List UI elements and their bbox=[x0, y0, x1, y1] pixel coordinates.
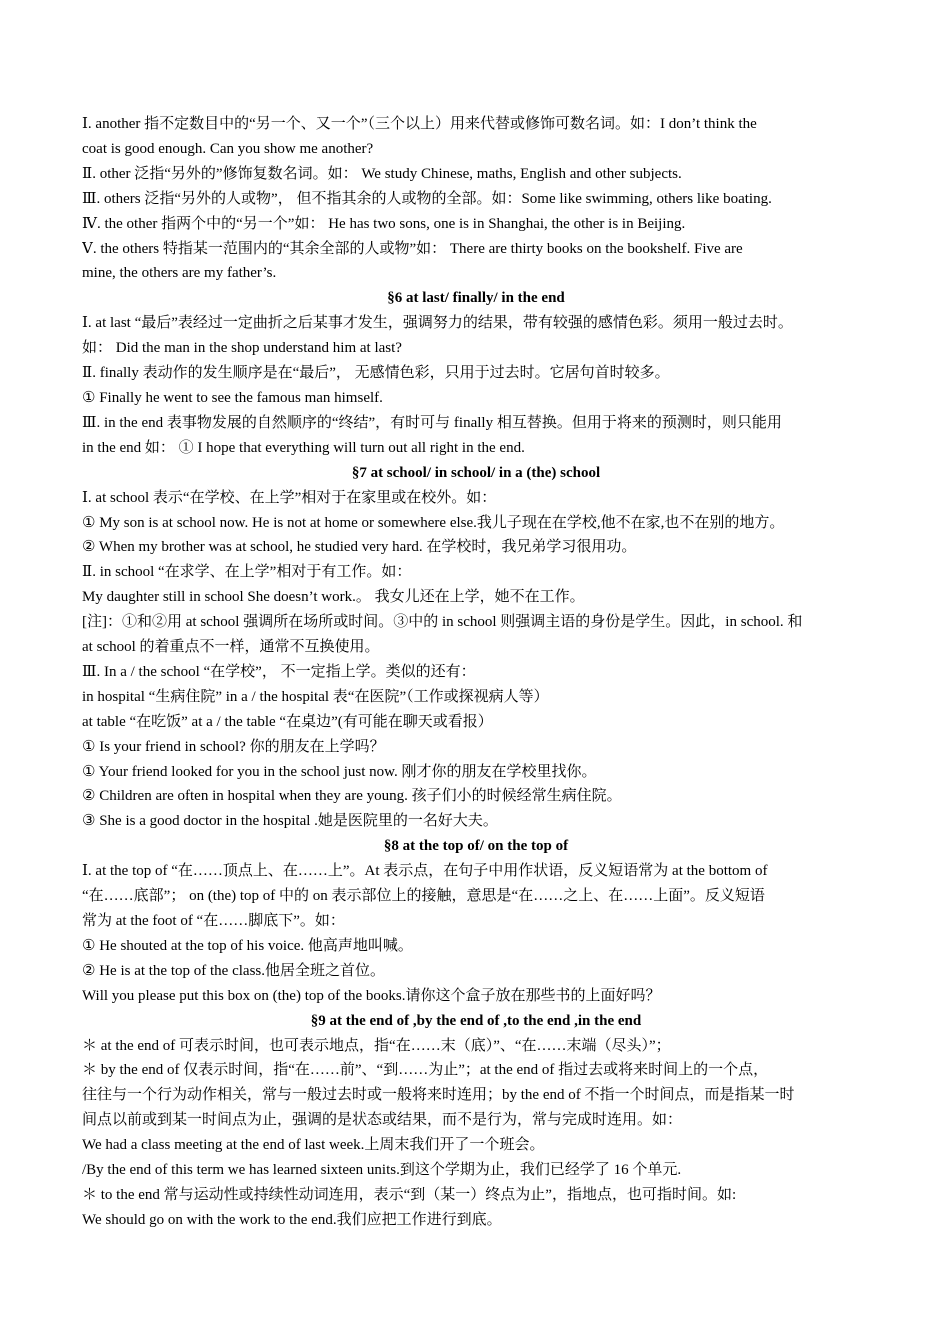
line-35: Will you please put this box on (the) top of the books.请你这个盒子放在那些书的上面好吗？ bbox=[82, 987, 661, 1004]
line-40: 间点以前或到某一时间点为止，强调的是状态或结果，而不是行为，常与完成时连用。如： bbox=[82, 1112, 683, 1129]
line-19: My daughter still in school She doesn’t work.。 我女儿还在上学，她不在工作。 bbox=[82, 589, 585, 606]
line-28: ③ She is a good doctor in the hospital .她是医院里的一名好大夫。 bbox=[82, 813, 498, 830]
line-37: ＊ at the end of 可表示时间，也可表示地点，指“在……末（底）”、“在……末端（尽头）”； bbox=[82, 1037, 671, 1054]
section-heading-6: §6 at last/ finally/ in the end bbox=[387, 290, 565, 307]
line-20: [注]：①和②用 at school 强调所在场所或时间。③中的 in school 则强调主语的身份是学生。因此，in school. 和 bbox=[82, 614, 803, 631]
line-9: 如： Did the man in the shop understand him at last? bbox=[82, 340, 402, 357]
line-15: Ⅰ. at school 表示“在学校、在上学”相对于在家里或在校外。如： bbox=[82, 489, 497, 506]
line-21: at school 的着重点不一样，通常不互换使用。 bbox=[82, 639, 380, 656]
line-8: Ⅰ. at last “最后”表经过一定曲折之后某事才发生，强调努力的结果，带有较强的感情色彩。须用一般过去时。 bbox=[82, 315, 793, 332]
line-26: ① Your friend looked for you in the school just now. 刚才你的朋友在学校里找你。 bbox=[82, 763, 597, 780]
line-22: Ⅲ. In a / the school “在学校”， 不一定指上学。类似的还有： bbox=[82, 663, 476, 680]
line-6: mine, the others are my father’s. bbox=[82, 265, 277, 282]
line-16: ① My son is at school now. He is not at home or somewhere else.我儿子现在在学校,他不在家,也不在别的地方。 bbox=[82, 514, 785, 531]
section-heading-9: §9 at the end of ,by the end of ,to the end ,in the end bbox=[310, 1012, 642, 1029]
line-10: Ⅱ. finally 表动作的发生顺序是在“最后”， 无感情色彩，只用于过去时。它居句首时较多。 bbox=[82, 365, 670, 382]
line-30: Ⅰ. at the top of “在……顶点上、在……上”。At 表示点，在句子中用作状语，反义短语常为 at the bottom of bbox=[82, 863, 768, 880]
line-27: ② Children are often in hospital when they are young. 孩子们小的时候经常生病住院。 bbox=[82, 788, 622, 805]
line-43: ＊ to the end 常与运动性或持续性动词连用，表示“到（某一）终点为止”，指地点，也可指时间。如: bbox=[82, 1186, 737, 1203]
line-33: ① He shouted at the top of his voice. 他高声地叫喊。 bbox=[82, 937, 413, 954]
line-42: /By the end of this term we has learned sixteen units.到这个学期为止，我们已经学了 16 个单元. bbox=[82, 1162, 682, 1179]
line-39: 往往与一个行为动作相关，常与一般过去时或一般将来时连用；by the end of 不指一个时间点，而是指某一时 bbox=[82, 1087, 795, 1104]
line-1: coat is good enough. Can you show me another? bbox=[82, 140, 374, 157]
line-34: ② He is at the top of the class.他居全班之首位。 bbox=[82, 962, 385, 979]
line-31: “在……底部”； on (the) top of 中的 on 表示部位上的接触，意思是“在……之上、在……上面”。反义短语 bbox=[82, 888, 765, 905]
line-23: in hospital “生病住院” in a / the hospital 表“在医院”（工作或探视病人等） bbox=[82, 688, 549, 705]
line-2: Ⅱ. other 泛指“另外的”修饰复数名词。如： We study Chinese, maths, English and other subjects. bbox=[82, 165, 682, 182]
line-13: in the end 如： ① I hope that everything will turn out all right in the end. bbox=[82, 439, 525, 456]
line-44: We should go on with the work to the end.我们应把工作进行到底。 bbox=[82, 1211, 502, 1228]
line-11: ① Finally he went to see the famous man himself. bbox=[82, 389, 383, 406]
line-18: Ⅱ. in school “在求学、在上学”相对于有工作。如： bbox=[82, 564, 412, 581]
line-5: Ⅴ. the others 特指某一范围内的“其余全部的人或物”如： There are thirty books on the bookshelf. Five are bbox=[82, 240, 743, 257]
line-38: ＊ by the end of 仅表示时间，指“在……前”、“到……为止”；at the end of 指过去或将来时间上的一个点， bbox=[82, 1062, 769, 1079]
line-25: ① Is your friend in school? 你的朋友在上学吗？ bbox=[82, 738, 385, 755]
line-12: Ⅲ. in the end 表事物发展的自然顺序的“终结”，有时可与 finally 相互替换。但用于将来的预测时，则只能用 bbox=[82, 414, 782, 431]
line-17: ② When my brother was at school, he studied very hard. 在学校时，我兄弟学习很用功。 bbox=[82, 539, 637, 556]
line-41: We had a class meeting at the end of last week.上周末我们开了一个班会。 bbox=[82, 1137, 545, 1154]
line-0: Ⅰ. another 指不定数目中的“另一个、又一个”（三个以上）用来代替或修饰可数名词。如：I don’t think the bbox=[82, 116, 757, 132]
line-4: Ⅳ. the other 指两个中的“另一个”如： He has two sons, one is in Shanghai, the other is in Beijing. bbox=[82, 215, 686, 232]
section-heading-8: §8 at the top of/ on the top of bbox=[383, 838, 569, 855]
line-32: 常为 at the foot of “在……脚底下”。如： bbox=[82, 913, 345, 929]
line-24: at table “在吃饭” at a / the table “在桌边”(有可能在聊天或看报） bbox=[82, 713, 493, 730]
section-heading-7: §7 at school/ in school/ in a (the) school bbox=[351, 464, 601, 481]
line-3: Ⅲ. others 泛指“另外的人或物”， 但不指其余的人或物的全部。如：Some like swimming, others like boating. bbox=[82, 190, 772, 207]
